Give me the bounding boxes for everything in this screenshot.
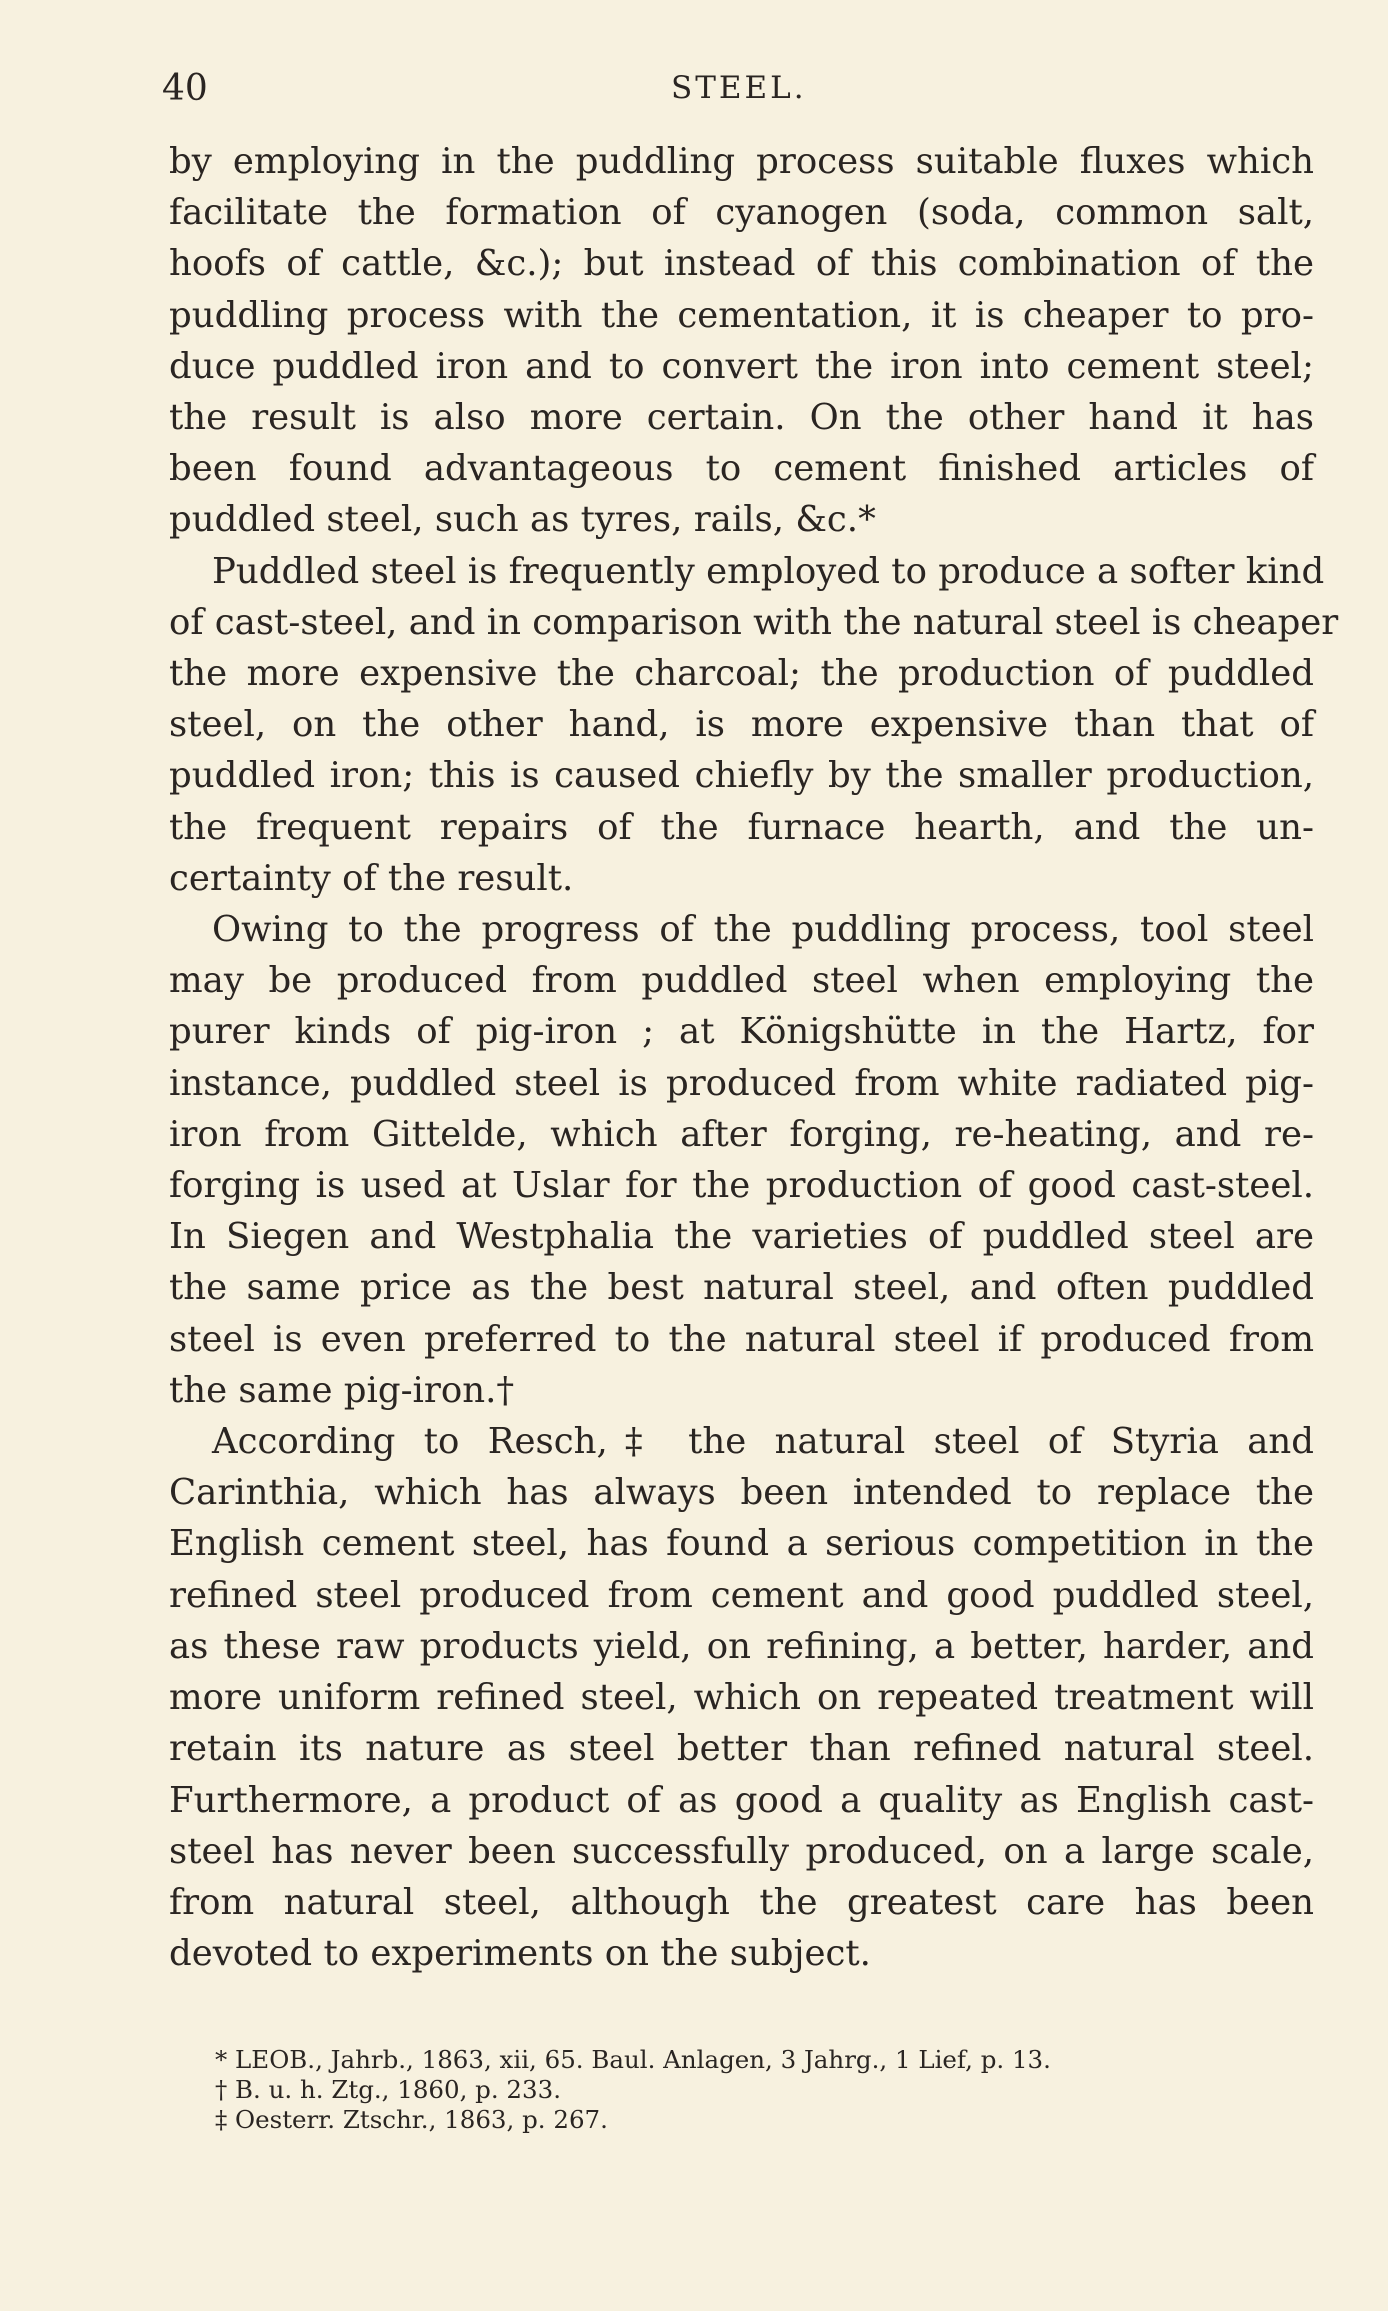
running-head: STEEL.	[671, 70, 807, 106]
text-line: hoofs of cattle, &c.); but instead of this combination of the	[169, 243, 1314, 285]
text-line: as these raw products yield, on refining, a better, harder, and	[169, 1625, 1314, 1667]
text-line: the more expensive the charcoal; the production of puddled	[169, 653, 1314, 695]
text-line: According to Resch,‡ the natural steel of Styria and	[212, 1421, 1314, 1463]
text-line: facilitate the formation of cyanogen (soda, common salt,	[169, 192, 1314, 234]
page-header	[162, 68, 1312, 118]
text-line: steel has never been successfully produced, on a large scale,	[169, 1830, 1314, 1872]
text-line: instance, puddled steel is produced from white radiated pig-	[169, 1062, 1314, 1104]
footnote: ‡ Oesterr. Ztschr., 1863, p. 267.	[215, 2105, 608, 2134]
text-line: Owing to the progress of the puddling process, tool steel	[212, 909, 1314, 951]
footnotes	[215, 2045, 1315, 2135]
text-line: duce puddled iron and to convert the iron into cement steel;	[169, 345, 1314, 387]
page-number: 40	[162, 68, 208, 109]
text-line: steel is even preferred to the natural steel if produced from	[169, 1318, 1314, 1360]
text-line: been found advantageous to cement finished articles of	[169, 448, 1314, 490]
text-line: English cement steel, has found a serious competition in the	[169, 1523, 1314, 1565]
body-text	[169, 136, 1339, 1979]
text-line: certainty of the result.	[169, 857, 574, 899]
footnote: † B. u. h. Ztg., 1860, p. 233.	[215, 2075, 561, 2104]
text-line: by employing in the puddling process suitable fluxes which	[169, 141, 1314, 182]
text-line: the result is also more certain. On the other hand it has	[169, 397, 1314, 439]
text-line: puddled iron; this is caused chiefly by the smaller production,	[169, 755, 1314, 797]
text-line: more uniform refined steel, which on repeated treatment will	[169, 1677, 1314, 1719]
text-line: steel, on the other hand, is more expensive than that of	[169, 704, 1314, 746]
text-line: purer kinds of pig-iron ; at Königshütte in the Hartz, for	[169, 1011, 1314, 1053]
text-line: puddling process with the cementation, it is cheaper to pro-	[169, 294, 1314, 336]
footnote: * LEOB., Jahrb., 1863, xii, 65. Baul. Anlagen, 3 Jahrg., 1 Lief, p. 13.	[215, 2045, 1051, 2074]
text-line: from natural steel, although the greatest care has been	[169, 1881, 1314, 1923]
text-line: iron from Gittelde, which after forging, re-heating, and re-	[169, 1113, 1314, 1155]
text-line: the same pig-iron.†	[169, 1369, 515, 1411]
text-line: the same price as the best natural steel, and often puddled	[169, 1267, 1314, 1309]
text-line: Puddled steel is frequently employed to produce a softer kind	[212, 550, 1325, 592]
text-line: devoted to experiments on the subject.	[169, 1933, 871, 1975]
text-line: the frequent repairs of the furnace hearth, and the un-	[169, 806, 1314, 848]
text-line: may be produced from puddled steel when employing the	[169, 960, 1314, 1002]
text-line: forging is used at Uslar for the production of good cast-steel.	[169, 1165, 1314, 1207]
text-line: refined steel produced from cement and good puddled steel,	[169, 1574, 1314, 1616]
text-line: of cast-steel, and in comparison with the natural steel is cheaper	[169, 601, 1339, 643]
text-line: In Siegen and Westphalia the varieties of puddled steel are	[169, 1216, 1314, 1258]
text-line: Furthermore, a product of as good a quality as English cast-	[169, 1779, 1314, 1821]
text-line: puddled steel, such as tyres, rails, &c.*	[169, 499, 876, 541]
text-line: Carinthia, which has always been intended to replace the	[169, 1472, 1314, 1514]
text-line: retain its nature as steel better than refined natural steel.	[169, 1728, 1314, 1770]
